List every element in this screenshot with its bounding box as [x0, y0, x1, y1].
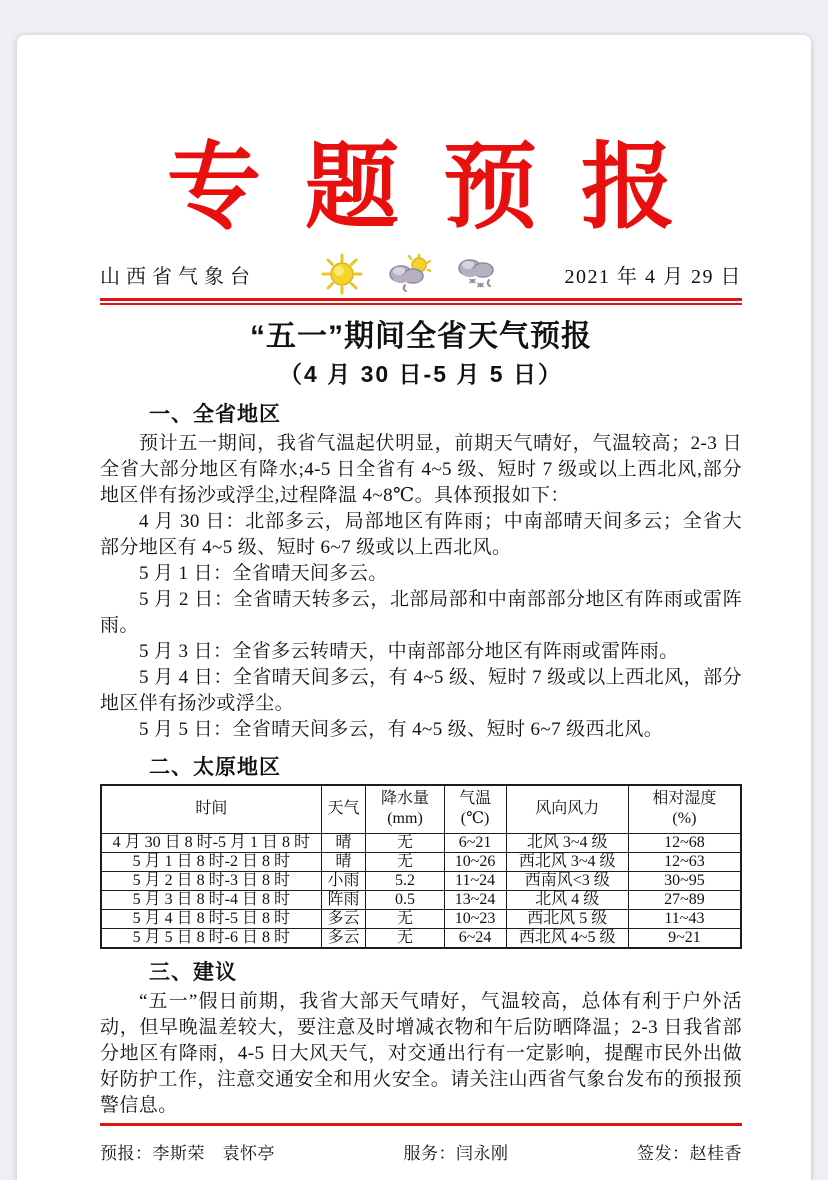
forecast-paragraph: 4 月 30 日：北部多云，局部地区有阵雨；中南部晴天间多云；全省大部分地区有 4~5 级、短时 6~7 级或以上西北风。: [100, 511, 742, 558]
section-heading-province: 一、全省地区: [149, 403, 281, 426]
section-heading-taiyuan: 二、太原地区: [149, 756, 281, 779]
table-row: [101, 852, 741, 871]
table-cell-temp: 6~21: [444, 833, 506, 852]
table-cell-time: 5 月 5 日 8 时-6 日 8 时: [101, 928, 321, 948]
table-cell-weather: 阵雨: [321, 890, 366, 909]
table-cell-precip: 0.5: [366, 890, 444, 909]
table-cell-humidity: 27~89: [628, 890, 741, 909]
table-header-cell: 时间: [101, 785, 321, 833]
table-cell-wind: 西北风 3~4 级: [506, 852, 628, 871]
weather-icons-group: [321, 253, 499, 295]
table-cell-humidity: 9~21: [628, 928, 741, 948]
table-header-cell: 相对湿度 (%): [628, 785, 741, 833]
header-rule: [100, 298, 742, 305]
forecast-paragraph: 预计五一期间，我省气温起伏明显，前期天气晴好，气温较高；2-3 日全省大部分地区有降水;4-5 日全省有 4~5 级、短时 7 级或以上西北风,部分地区伴有扬沙或浮尘,过程降温 4~8℃。具体预报如下：: [100, 433, 742, 506]
table-cell-time: 4 月 30 日 8 时-5 月 1 日 8 时: [101, 833, 321, 852]
table-cell-weather: 晴: [321, 852, 366, 871]
table-cell-temp: 10~23: [444, 909, 506, 928]
table-cell-precip: 5.2: [366, 871, 444, 890]
table-cell-weather: 晴: [321, 833, 366, 852]
table-cell-time: 5 月 4 日 8 时-5 日 8 时: [101, 909, 321, 928]
table-cell-weather: 多云: [321, 928, 366, 948]
table-cell-wind: 北风 3~4 级: [506, 833, 628, 852]
signature-row: [100, 1139, 742, 1164]
footer-forecasters: 预报：李斯荣 袁怀亭: [100, 1143, 275, 1163]
table-cell-time: 5 月 1 日 8 时-2 日 8 时: [101, 852, 321, 871]
advice-paragraph: “五一”假日前期，我省大部天气晴好，气温较高，总体有利于户外活动，但早晚温差较大，要注意及时增减衣物和午后防晒降温；2-3 日我省部分地区有降雨，4-5 日大风天气，对交通出行有一定影响，提醒市民外出做好防护工作，注意交通安全和用火安全。请关注山西省气象台发布的预报预警信息。: [100, 990, 742, 1116]
sun-behind-cloud-icon: [385, 253, 431, 295]
footer-issuer: 签发：赵桂香: [637, 1143, 742, 1163]
table-header-cell: 天气: [321, 785, 366, 833]
table-cell-time: 5 月 2 日 8 时-3 日 8 时: [101, 871, 321, 890]
table-cell-precip: 无: [366, 852, 444, 871]
table-row: [101, 890, 741, 909]
footer-service: 服务：闫永刚: [403, 1143, 509, 1163]
table-header-row: [101, 785, 741, 833]
table-cell-temp: 10~26: [444, 852, 506, 871]
table-header-cell: 风向风力: [506, 785, 628, 833]
table-row: [101, 871, 741, 890]
table-cell-humidity: 30~95: [628, 871, 741, 890]
table-header-cell: 气温 (℃): [444, 785, 506, 833]
masthead-title: 专题预报: [166, 132, 719, 242]
table-cell-wind: 北风 4 级: [506, 890, 628, 909]
document-page: [17, 35, 811, 1180]
table-cell-weather: 小雨: [321, 871, 366, 890]
report-title: “五一”期间全省天气预报: [250, 320, 592, 353]
table-row: [101, 909, 741, 928]
forecast-paragraph: 5 月 1 日：全省晴天间多云。: [138, 563, 388, 584]
table-cell-temp: 11~24: [444, 871, 506, 890]
sleet-cloud-icon: [453, 253, 499, 295]
table-cell-precip: 无: [366, 928, 444, 948]
table-cell-wind: 西北风 5 级: [506, 909, 628, 928]
sun-icon: [321, 253, 363, 295]
table-cell-temp: 6~24: [444, 928, 506, 948]
taiyuan-weather-table: [100, 784, 742, 949]
forecast-paragraph: 5 月 2 日：全省晴天转多云，北部局部和中南部部分地区有阵雨或雷阵雨。: [100, 589, 742, 636]
table-row: [101, 833, 741, 852]
table-cell-wind: 西南风<3 级: [506, 871, 628, 890]
table-cell-weather: 多云: [321, 909, 366, 928]
table-cell-humidity: 11~43: [628, 909, 741, 928]
report-date-range: （4 月 30 日-5 月 5 日）: [279, 361, 563, 387]
forecast-paragraph: 5 月 5 日：全省晴天间多云，有 4~5 级、短时 6~7 级西北风。: [138, 719, 664, 740]
issue-date: 2021 年 4 月 29 日: [564, 265, 742, 288]
forecast-paragraph: 5 月 4 日：全省晴天间多云，有 4~5 级、短时 7 级或以上西北风，部分地区伴有扬沙或浮尘。: [100, 667, 742, 714]
table-cell-temp: 13~24: [444, 890, 506, 909]
masthead-row: [100, 253, 742, 295]
table-cell-wind: 西北风 4~5 级: [506, 928, 628, 948]
agency-name: 山西省气象台: [100, 265, 256, 288]
forecast-paragraph: 5 月 3 日：全省多云转晴天，中南部部分地区有阵雨或雷阵雨。: [138, 641, 679, 662]
table-cell-time: 5 月 3 日 8 时-4 日 8 时: [101, 890, 321, 909]
table-row: [101, 928, 741, 948]
table-cell-humidity: 12~63: [628, 852, 741, 871]
section-heading-advice: 三、建议: [149, 960, 237, 984]
table-header-cell: 降水量 (mm): [366, 785, 444, 833]
table-cell-humidity: 12~68: [628, 833, 741, 852]
footer-rule: [100, 1123, 742, 1126]
table-cell-precip: 无: [366, 909, 444, 928]
table-cell-precip: 无: [366, 833, 444, 852]
